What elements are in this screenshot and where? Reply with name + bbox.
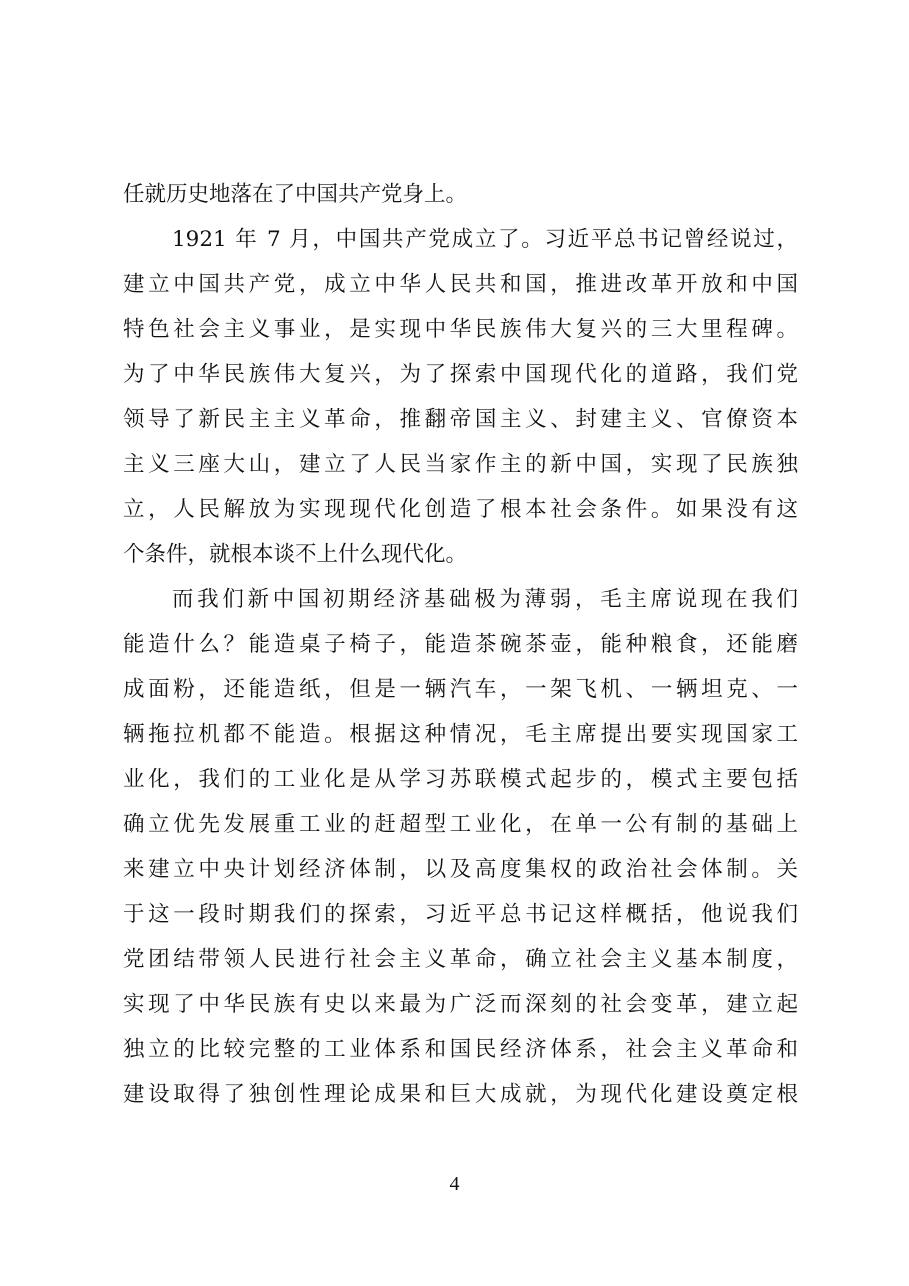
text-line: 能造什么？能造桌子椅子，能造茶碗茶壶，能种粮食，还能磨 [123, 632, 798, 657]
text-line: 特色社会主义事业，是实现中华民族伟大复兴的三大里程碑。 [123, 317, 798, 342]
text-line: 成面粉，还能造纸，但是一辆汽车，一架飞机、一辆坦克、一 [123, 677, 798, 702]
text-line: 辆拖拉机都不能造。根据这种情况，毛主席提出要实现国家工 [123, 722, 798, 747]
paragraph-first-line: 1921 年 7 月，中国共产党成立了。习近平总书记曾经说过， [172, 227, 798, 252]
text-line: 党团结带领人民进行社会主义革命，确立社会主义基本制度， [123, 947, 798, 972]
text-line: 建设取得了独创性理论成果和巨大成就，为现代化建设奠定根 [123, 1082, 798, 1107]
paragraph-first-line: 而我们新中国初期经济基础极为薄弱，毛主席说现在我们 [172, 587, 798, 612]
text-line: 实现了中华民族有史以来最为广泛而深刻的社会变革，建立起 [123, 992, 798, 1017]
text-line: 为了中华民族伟大复兴，为了探索中国现代化的道路，我们党 [123, 362, 798, 387]
text-line: 于这一段时期我们的探索，习近平总书记这样概括，他说我们 [123, 902, 798, 927]
text-line: 建立中国共产党，成立中华人民共和国，推进改革开放和中国 [123, 272, 798, 297]
text-line: 领导了新民主主义革命，推翻帝国主义、封建主义、官僚资本 [123, 407, 798, 432]
text-line: 主义三座大山，建立了人民当家作主的新中国，实现了民族独 [123, 452, 798, 477]
page-number: 4 [449, 1173, 460, 1195]
text-line: 业化，我们的工业化是从学习苏联模式起步的，模式主要包括 [123, 767, 798, 792]
text-line: 立，人民解放为实现现代化创造了根本社会条件。如果没有这 [123, 497, 798, 522]
text-line: 个条件，就根本谈不上什么现代化。 [123, 542, 468, 567]
text-line: 独立的比较完整的工业体系和国民经济体系，社会主义革命和 [123, 1037, 798, 1062]
text-line: 确立优先发展重工业的赶超型工业化，在单一公有制的基础上 [123, 812, 798, 837]
text-line: 任就历史地落在了中国共产党身上。 [123, 182, 468, 207]
text-line: 来建立中央计划经济体制，以及高度集权的政治社会体制。关 [123, 857, 798, 882]
